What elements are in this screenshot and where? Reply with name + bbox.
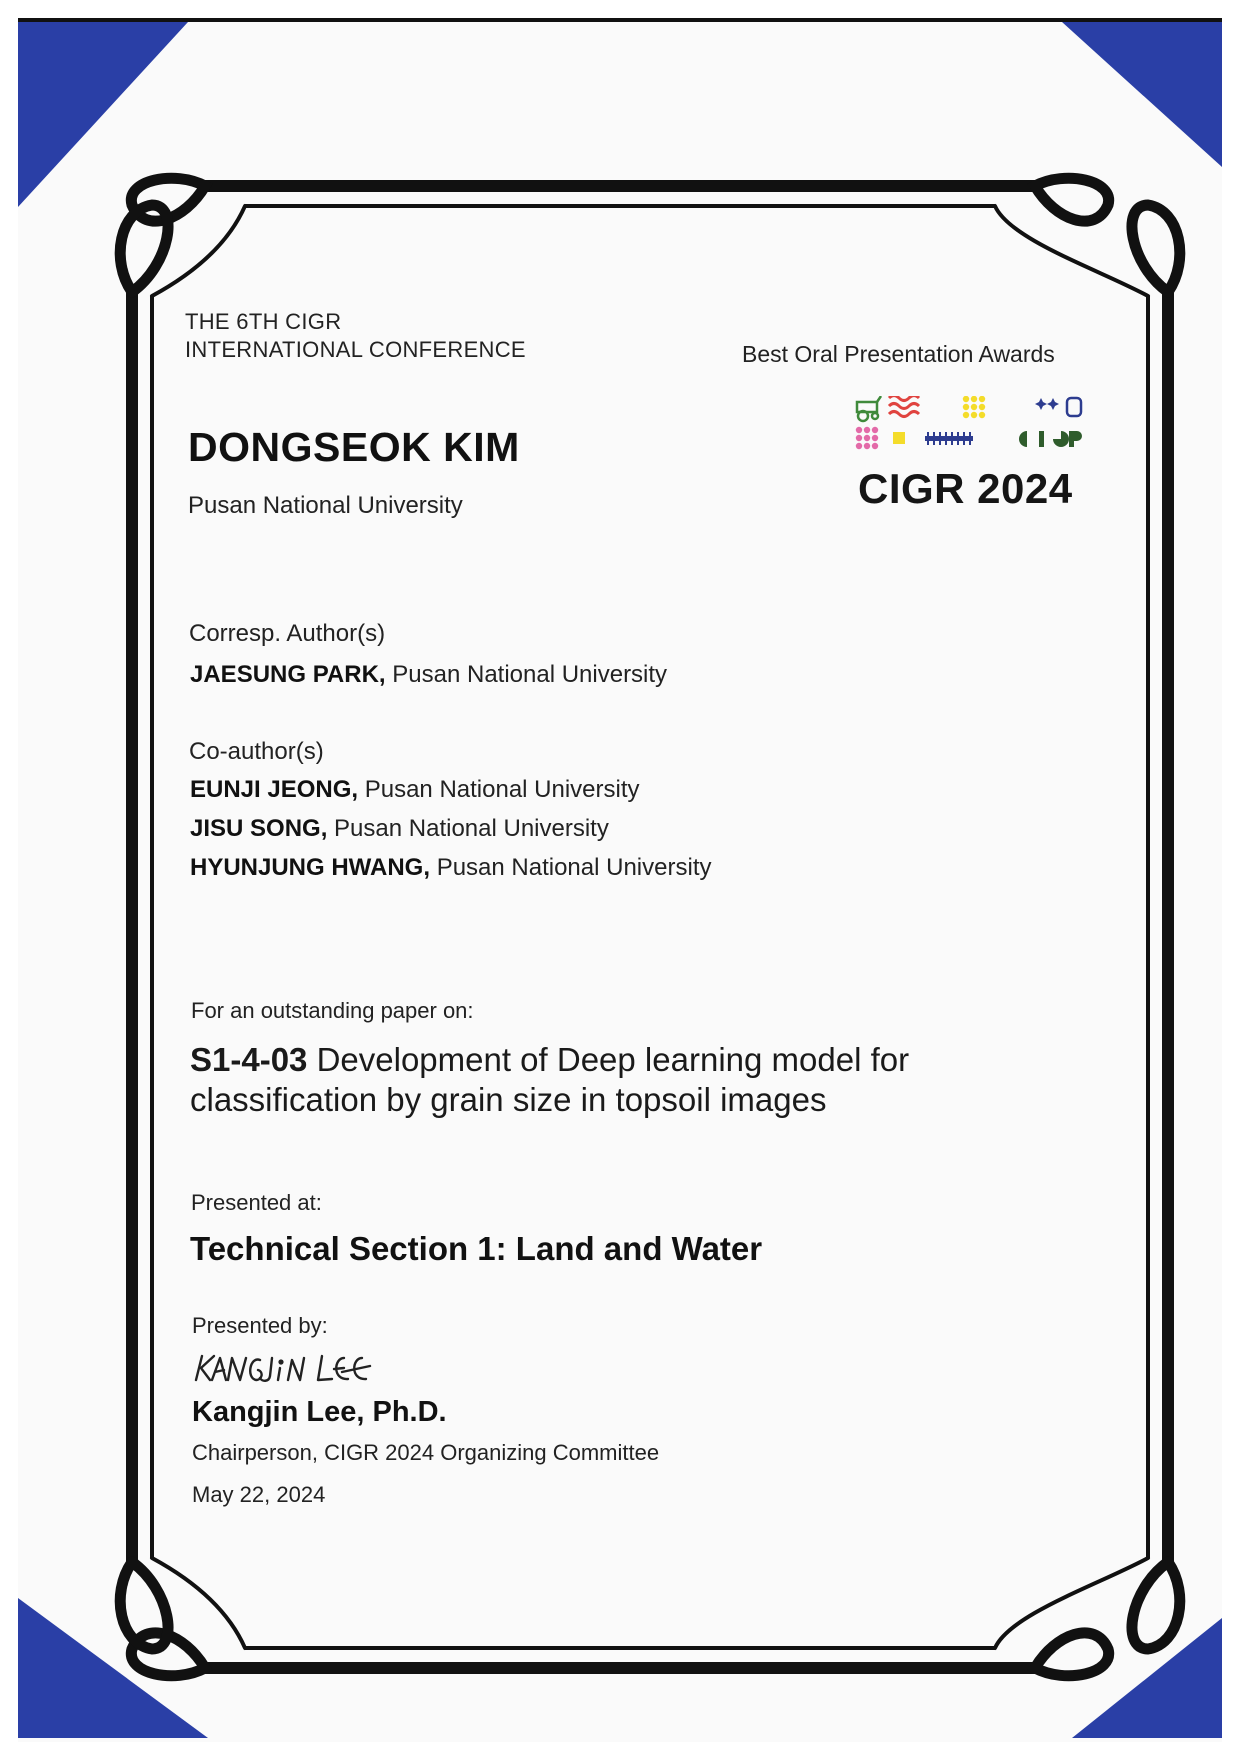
author-affiliation: Pusan National University (334, 815, 609, 842)
paper-title-line-2: classification by grain size in topsoil images (190, 1081, 827, 1118)
coauthor-label: Co-author(s) (189, 738, 324, 765)
presented-at-label: Presented at: (191, 1190, 322, 1215)
technical-section: Technical Section 1: Land and Water (190, 1230, 763, 1267)
conference-title (185, 308, 526, 364)
signer-name: Kangjin Lee, Ph.D. (192, 1396, 447, 1428)
signature (192, 1348, 372, 1386)
author-affiliation: Pusan National University (392, 661, 668, 688)
coauthor-entry (190, 854, 711, 882)
author-affiliation: Pusan National University (364, 776, 640, 803)
award-date: May 22, 2024 (192, 1482, 326, 1507)
paper-title-line-1: Development of Deep learning model for (316, 1041, 910, 1078)
recipient-name: DONGSEOK KIM (188, 424, 520, 470)
award-title: Best Oral Presentation Awards (742, 341, 1055, 367)
author-affiliation: Pusan National University (436, 854, 712, 881)
paper-code: S1-4-03 (190, 1041, 308, 1078)
conference-line-2: INTERNATIONAL CONFERENCE (185, 337, 526, 362)
recipient-affiliation: Pusan National University (188, 492, 463, 519)
corresp-author-label: Corresp. Author(s) (189, 620, 386, 647)
author-name: HYUNJUNG HWANG, (190, 854, 431, 881)
presented-by-label: Presented by: (192, 1313, 328, 1338)
cigr-logo-icon (855, 396, 1095, 458)
conference-line-1: THE 6TH CIGR (185, 309, 342, 334)
author-name: JISU SONG, (190, 815, 328, 842)
author-name: JAESUNG PARK, (190, 661, 386, 688)
paper-title (190, 1040, 909, 1120)
signer-role: Chairperson, CIGR 2024 Organizing Committee (192, 1440, 660, 1465)
author-name: EUNJI JEONG, (190, 776, 359, 803)
paper-label: For an outstanding paper on: (191, 998, 474, 1023)
coauthor-entry (190, 815, 609, 843)
corresp-author-entry (190, 661, 667, 689)
coauthor-entry (190, 776, 640, 804)
cigr-2024-logo-text: CIGR 2024 (858, 465, 1073, 512)
